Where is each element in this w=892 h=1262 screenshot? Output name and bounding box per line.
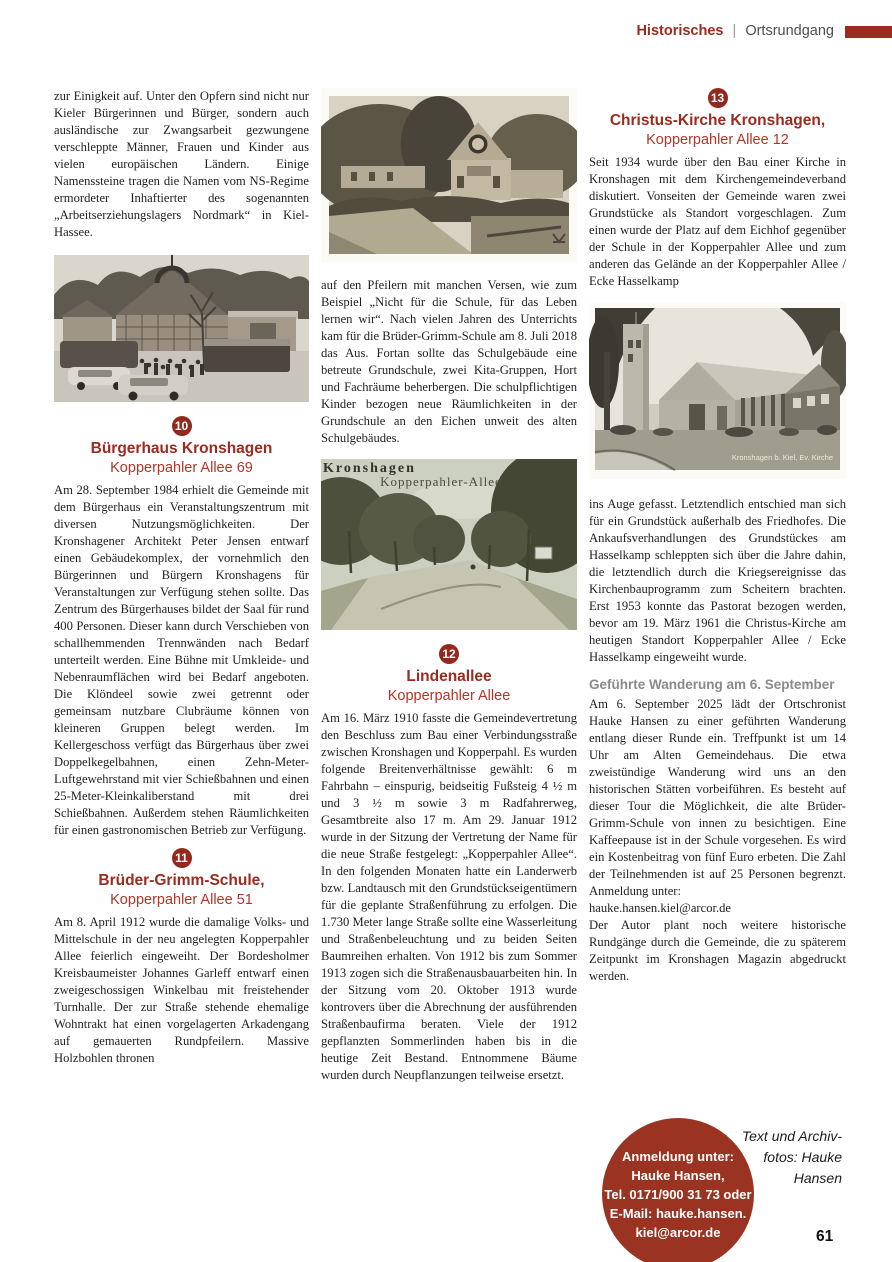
article-body-brueder-grimm: Am 8. April 1912 wurde die damalige Volks- und Mittelschule in der neu angelegten Kopperpahler Allee feierlich eingeweiht. Der Bordesholmer Kreisbaumeister Johannes Garleff entwarf einen zweigeschossigen Winkelbau mit freistehender Turnhalle. Der zur Straße stehende ehemalige Wohntrakt hat einen vorgelagerten Arkadengang auf gemauerten Rundpfeilern. Massive Holzbohlen thronen	[54, 915, 309, 1065]
article-title-christus-kirche: Christus-Kirche Kronshagen,	[609, 112, 826, 129]
header-divider: |	[732, 23, 737, 39]
author-credit-line: Text und Archiv-	[741, 1128, 842, 1144]
photo-schule-postcard-image	[321, 88, 577, 262]
wanderung-body: Am 6. September 2025 lädt der Ortschronist Hauke Hansen zu einer geführten Wanderung entlang dieser Runde ein. Treffpunkt ist um 14 Uhr am Alten Gemeindehaus. Die etwa zweistündige Wanderung wird uns an den historischen Stätten vorbeiführen. Es besteht auf dieser Tour die Möglichkeit, die alte Brüder-Grimm-Schule von innen zu besichtigen. Eine Kaffeepause ist in der Schule vorgesehen. Es wird ein Kostenbeitrag von fünf Euro erbeten. Die Zahl der Teilnehmenden ist auf 25 Personen begrenzt. Anmeldung unter:	[589, 697, 846, 898]
column-left	[54, 88, 309, 1067]
article-address-lindenallee: Kopperpahler Allee	[387, 688, 511, 704]
header-section-label: Ortsrundgang	[745, 23, 834, 39]
article-address-buergerhaus: Kopperpahler Allee 69	[110, 460, 253, 476]
column-middle	[321, 88, 577, 1084]
section-head-buergerhaus	[54, 416, 309, 477]
author-credit-line: fotos: Hauke	[763, 1149, 842, 1165]
section-head-christus-kirche	[589, 88, 846, 149]
photo-lindenallee-postcard-image	[321, 459, 577, 630]
photo-schule-postcard	[321, 88, 577, 267]
section-number-badge-12: 12	[439, 644, 459, 664]
section-number-badge-10: 10	[172, 416, 192, 436]
registration-badge-line: kiel@arcor.de	[635, 1224, 721, 1240]
photo-buergerhaus-construction-image	[54, 255, 309, 402]
article-address-brueder-grimm: Kopperpahler Allee 51	[110, 892, 253, 908]
postcard-kirche-caption: Kronshagen b. Kiel, Ev. Kirche	[731, 453, 833, 462]
page-number: 61	[816, 1228, 834, 1245]
article-body-lindenallee: Am 16. März 1910 fasste die Gemeindevertretung den Beschluss zum Bau einer Verbindungsstraße zwischen Kronshagen und Kopperpahl. Es wurden folgende Breitenverhältnisse gewählt: 6 m Fahrbahn – einspurig, beidseitig Fußsteig 4 ½ m und 3 ½ m sowie 3 m Radfahrerweg, Gesamtbreite also 17 m. Am 29. Januar 1912 wurde in der Sitzung der Vertretung der Name für die neue Straße festgelegt: „Kopperpahler Allee“. In den folgenden Monaten hatte ein Landerwerb bzw. Landtausch mit den Grundstückseigentümern für die geplante Straßenführung zu erfolgen. Die 1.730 Meter lange Straße sollte eine Wasserleitung und Straßenbeleuchtung und zu beiden Seiten Baumreihen erhalten. Von 1912 bis zum Sommer 1913 zogen sich die Straßenausbauarbeiten hin. In der Sitzung vom 20. Oktober 1913 wurde kontrovers über die Abrechnung der ausführenden Straßenbaufirma beraten. Viele der 1912 gepflanzten Sommerlinden haben bis in die heutige Zeit Bestand. Entnommene Bäume wurden durch Neupflanzungen teilweise ersetzt.	[321, 711, 577, 1082]
section-number-badge-11: 11	[172, 848, 192, 868]
wanderung-body-continued: Der Autor plant noch weitere historische Rundgänge durch die Gemeinde, die zu späterem Zeitpunkt im Kronshagen Magazin abgedruckt werden.	[589, 918, 846, 983]
author-credit	[730, 1126, 842, 1189]
photo-lindenallee-postcard	[321, 459, 577, 635]
postcard-street-label: Kopperpahler-Allee	[380, 474, 502, 489]
photo-kirche-postcard	[589, 302, 846, 484]
article-body-christus-kirche-continued: ins Auge gefasst. Letztendlich entschied man sich für ein Grundstück außerhalb des Friedhofes. Die Ankaufsverhandlungen des Grundstückes am Hasselkamp schleppten sich über die Jahre dahin, die letztendlich durch die Kriegsereignisse das Kirchenbauprogramm zum Scheitern brachten. Erst 1953 konnte das Pastorat bezogen werden, bevor am 19. März 1961 die Christus-Kirche am heutigen Standort Kopperpahler Allee / Ecke Hasselkamp eingeweiht wurde.	[589, 497, 846, 664]
registration-badge-line: Hauke Hansen,	[631, 1167, 725, 1183]
header-accent-bar	[845, 26, 892, 38]
article-title-buergerhaus: Bürgerhaus Kronshagen	[90, 440, 273, 457]
article-body-brueder-grimm-continued: auf den Pfeilern mit manchen Versen, wie zum Beispiel „Nicht für die Schule, für das Leben lernen wir“. Nach vielen Jahren des Unterrichts kam für die Brüder-Grimm-Schule am 8. Juli 2018 das Aus. Fortan sollte das Schulgebäude eine betreute Grundschule, zwei Kita-Gruppen, Hort und Fachräume beherbergen. Die schulpflichtigen Kinder bezogen neue Räumlichkeiten in der Grundschule an den Eichen unweit des alten Schulgebäudes.	[321, 278, 577, 445]
article-title-brueder-grimm: Brüder-Grimm-Schule,	[98, 872, 265, 889]
registration-badge-line: E-Mail: hauke.hansen.	[609, 1205, 747, 1221]
wanderung-email: hauke.hansen.kiel@arcor.de	[589, 901, 732, 915]
article-body-buergerhaus: Am 28. September 1984 erhielt die Gemeinde mit dem Bürgerhaus ein Veranstaltungszentrum mit diversen Nutzungsmöglichkeiten. Der Kronshagener Architekt Peter Jensen entwarf einen Gebäudekomplex, der vornehmlich den Bürgerinnen und Bürgern Kronshagens für Veranstaltungen zur Verfügung stehen sollte. Das Zentrum des Bürgerhauses bildet der Saal für rund 400 Personen. Dieser kann durch Verschieben von schallhemmenden Trennwänden nach Bedarf unterteilt werden. Eine Bühne mit Umkleide- und Nebenraumflächen wird bei Bedarf angeboten. Die Klöndeel sowie zwei getrennt oder gemeinsam nutzbare Clubräume können von kleineren Gruppen belegt werden. Im Kellergeschoss verfügt das Bürgerhaus über zwei Doppelkegelbahnen, einen Zehn-Meter-Luftgewehrstand mit vier Schießbahnen und einen 25-Meter-Kleinkaliberstand mit drei Schießbahnen. Außerdem stehen Räumlichkeiten für einen gastronomischen Betrieb zur Verfügung.	[54, 483, 309, 837]
registration-badge-line: Tel. 0171/900 31 73 oder	[604, 1186, 752, 1202]
header-category: Historisches	[636, 23, 724, 39]
postcard-town-label: Kronshagen	[323, 461, 416, 476]
author-credit-line: Hansen	[793, 1170, 842, 1186]
article-address-christus-kirche: Kopperpahler Allee 12	[646, 132, 789, 148]
header-kicker	[636, 23, 834, 39]
wanderung-heading: Geführte Wanderung am 6. September	[589, 677, 835, 692]
section-head-lindenallee	[321, 644, 577, 705]
photo-buergerhaus-construction	[54, 255, 309, 407]
continuation-paragraph: zur Einigkeit auf. Unter den Opfern sind nicht nur Kieler Bürgerinnen und Bürger, sondern auch ausländische zur Zwangsarbeit gezwungene verschleppte Männer, Frauen und Kinder aus vielen europäischen Ländern. Einige Namenssteine tragen die Namen vom NS-Regime ermordeter Inhaftierter des sogenannten „Arbeitserziehungslagers Nordmark“ in Kiel-Hassee.	[54, 89, 309, 239]
photo-kirche-postcard-image	[589, 302, 846, 479]
registration-badge-line: Anmeldung unter:	[622, 1148, 734, 1164]
article-body-christus-kirche: Seit 1934 wurde über den Bau einer Kirche in Kronshagen mit dem Kirchengemeindeverband diskutiert. Vonseiten der Gemeinde waren zwei Grundstücke als Standort vorgeschlagen. Zum einen wurde der Platz auf dem Eichhof gegenüber der Schule in der Kopperpahler Allee und zum anderen das Gelände an der Kopperpahler Allee / Ecke Hasselkamp	[589, 155, 846, 288]
column-right	[589, 88, 846, 985]
article-title-lindenallee: Lindenallee	[406, 668, 492, 685]
section-head-brueder-grimm	[54, 848, 309, 909]
section-number-badge-13: 13	[708, 88, 728, 108]
